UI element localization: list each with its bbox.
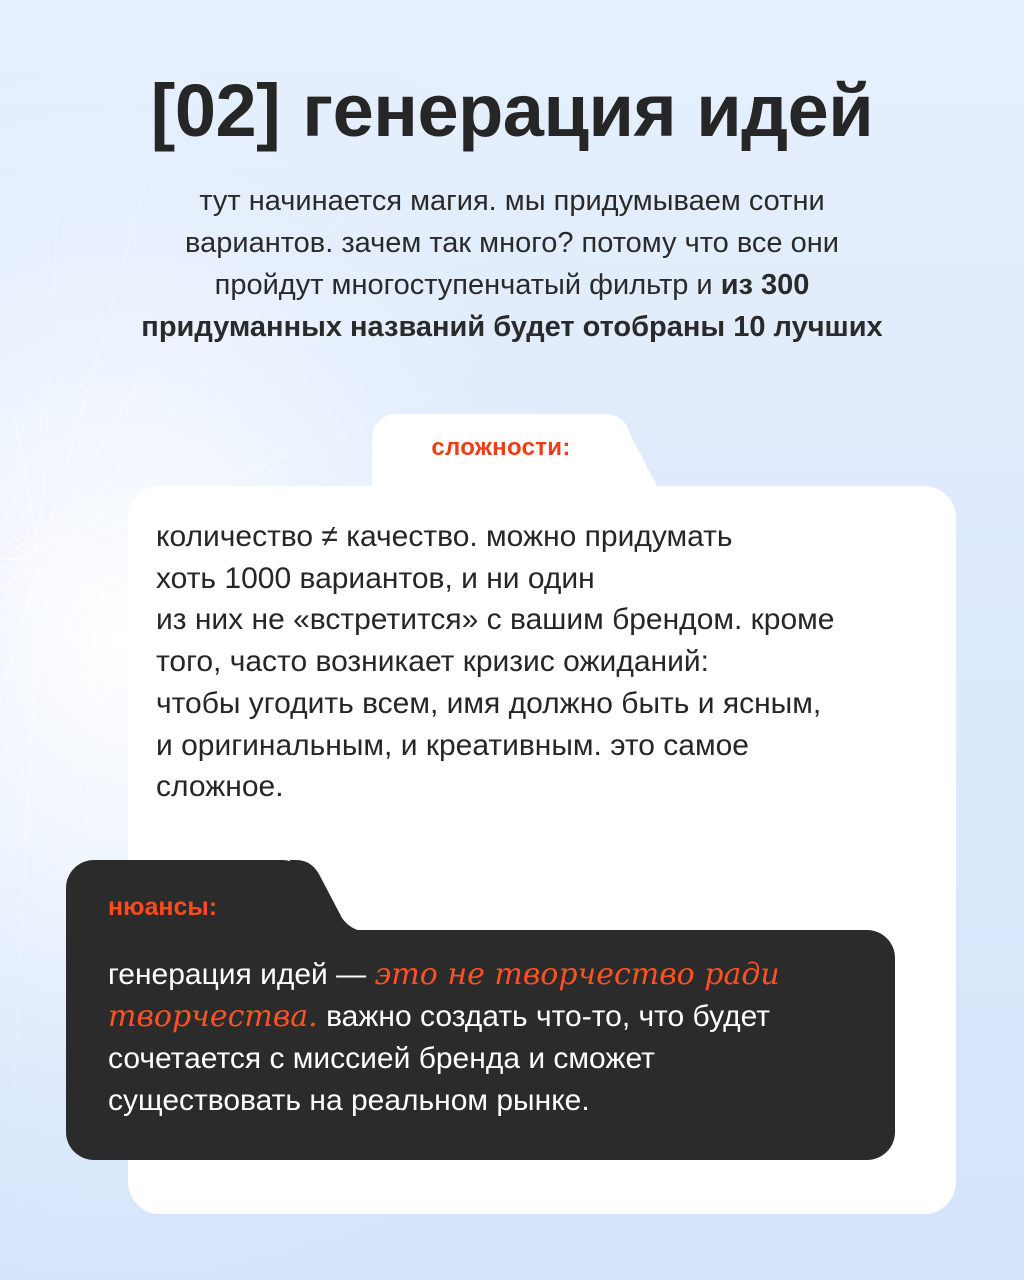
difficulties-line: и оригинальным, и креативным. это самое [156, 728, 749, 762]
difficulties-line: чтобы угодить всем, имя должно быть и ясным, [156, 686, 822, 720]
section-number: [02] [150, 69, 281, 152]
difficulties-line: хоть 1000 вариантов, и ни один [156, 561, 595, 595]
intro-text: пройдут многоступенчатый фильтр и [214, 269, 721, 301]
nuances-accent: творчества. [108, 999, 318, 1034]
nuances-line [108, 996, 878, 1038]
difficulties-label: сложности: [431, 434, 571, 461]
nuances-line: сочетается с миссией бренда и сможет [108, 1042, 655, 1075]
difficulties-line: того, часто возникает кризис ожиданий: [156, 645, 709, 679]
nuances-line [108, 954, 878, 996]
difficulties-text [156, 516, 936, 808]
intro-highlight: придуманных названий будет отобраны 10 лучших [141, 311, 883, 343]
nuances-label: нюансы: [108, 893, 218, 921]
nuances-line: существовать на реальном рынке. [108, 1084, 590, 1117]
nuances-text-plain: генерация идей — [108, 958, 375, 991]
intro-line [90, 264, 934, 306]
intro-paragraph [90, 180, 934, 348]
section-title: генерация идей [302, 69, 874, 152]
difficulties-line: количество ≠ качество. можно придумать [156, 520, 733, 553]
intro-line: тут начинается магия. мы придумываем сотни [199, 185, 825, 217]
page-title [0, 68, 1024, 153]
intro-line [90, 306, 934, 348]
intro-highlight: из 300 [720, 269, 810, 301]
nuances-text [108, 954, 878, 1122]
nuances-accent: это не творчество ради [374, 957, 780, 992]
difficulties-line: из них не «встретится» с вашим брендом. кроме [156, 603, 835, 637]
intro-line: вариантов. зачем так много? потому что все они [185, 227, 839, 259]
difficulties-line: сложное. [156, 770, 284, 804]
nuances-text-plain: важно создать что-то, что будет [317, 1000, 771, 1033]
